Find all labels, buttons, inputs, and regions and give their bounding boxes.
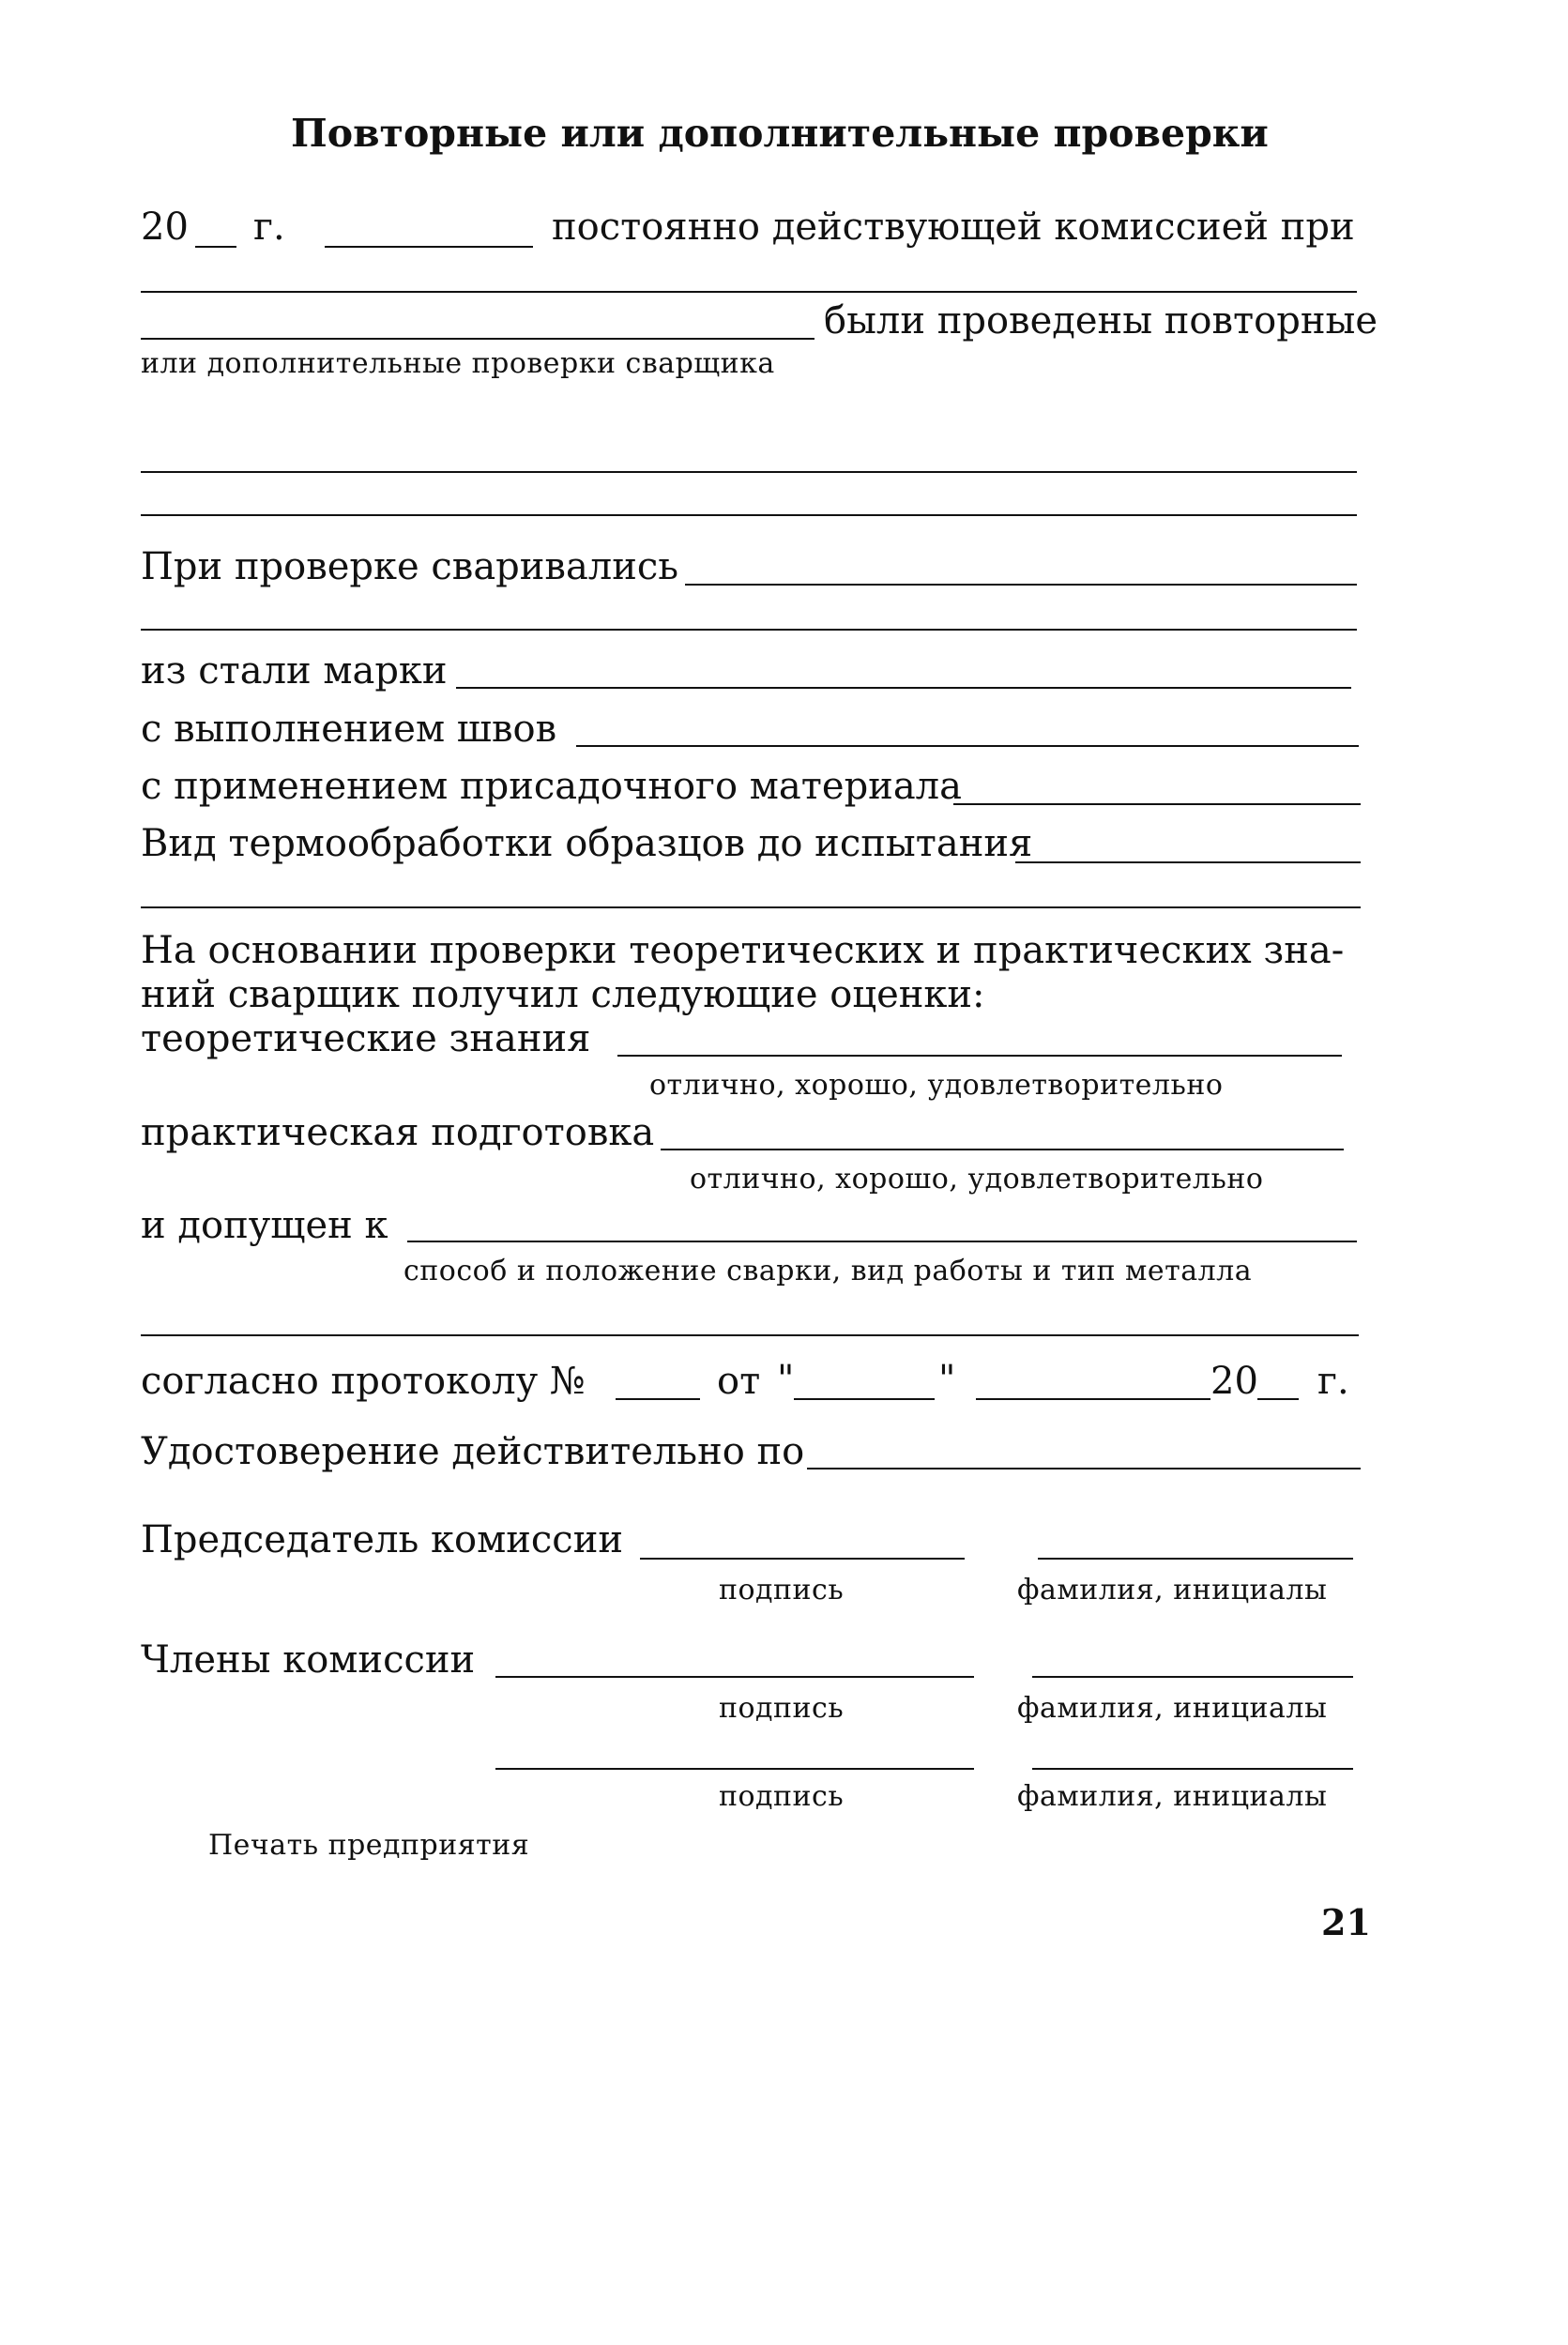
member2-sign-hint: подпись: [719, 1780, 845, 1813]
admitted-blank-2[interactable]: [141, 1334, 1359, 1336]
commission-text: постоянно действующей комиссией при: [552, 206, 1355, 249]
protocol-year-suffix: г.: [1317, 1360, 1349, 1403]
chairman-name-blank[interactable]: [1038, 1558, 1353, 1560]
protocol-day-blank[interactable]: [794, 1398, 935, 1400]
admitted-blank[interactable]: [407, 1241, 1357, 1242]
welded-label: При проверке сваривались: [141, 545, 679, 588]
member1-signature-blank[interactable]: [495, 1676, 974, 1678]
page-number: 21: [1321, 1901, 1371, 1943]
basis-text-2: ний сварщик получил следующие оценки:: [141, 973, 985, 1016]
organization-blank[interactable]: [141, 291, 1357, 293]
valid-label: Удостоверение действительно по: [141, 1430, 805, 1473]
protocol-year-prefix: 20: [1210, 1360, 1258, 1403]
admitted-label: и допущен к: [141, 1204, 388, 1247]
welder-blank-1[interactable]: [141, 471, 1357, 473]
chairman-name-hint: фамилия, инициалы: [1017, 1574, 1328, 1606]
heat-treatment-blank-2[interactable]: [141, 906, 1361, 908]
member2-name-blank[interactable]: [1032, 1768, 1353, 1770]
steel-label: из стали марки: [141, 649, 448, 693]
organization-blank-2[interactable]: [141, 338, 814, 340]
basis-text-1: На основании проверки теоретических и практических зна-: [141, 929, 1345, 972]
seams-blank[interactable]: [576, 745, 1359, 747]
protocol-label: согласно протоколу №: [141, 1360, 586, 1403]
practice-grade-hint: отлично, хорошо, удовлетворительно: [690, 1163, 1264, 1195]
member2-signature-blank[interactable]: [495, 1768, 974, 1770]
welded-blank-2[interactable]: [141, 629, 1357, 631]
theory-label: теоретические знания: [141, 1017, 591, 1060]
year-prefix: 20: [141, 206, 189, 249]
member1-name-hint: фамилия, инициалы: [1017, 1692, 1328, 1725]
members-label: Члены комиссии: [141, 1638, 476, 1682]
theory-grade-blank[interactable]: [617, 1055, 1342, 1057]
year-suffix: г.: [253, 206, 285, 249]
chairman-signature-blank[interactable]: [640, 1558, 965, 1560]
seams-label: с выполнением швов: [141, 708, 557, 751]
member1-name-blank[interactable]: [1032, 1676, 1353, 1678]
year-blank[interactable]: [195, 246, 236, 248]
quote-close: ": [938, 1358, 956, 1401]
checks-caption: или дополнительные проверки сварщика: [141, 347, 775, 380]
member2-name-hint: фамилия, инициалы: [1017, 1780, 1328, 1813]
protocol-month-blank[interactable]: [976, 1398, 1210, 1400]
member1-sign-hint: подпись: [719, 1692, 845, 1725]
practice-label: практическая подготовка: [141, 1111, 655, 1154]
admitted-hint: способ и положение сварки, вид работы и тип металла: [403, 1255, 1253, 1287]
protocol-from: от: [717, 1360, 761, 1403]
page-title: Повторные или дополнительные проверки: [291, 111, 1269, 156]
valid-until-blank[interactable]: [807, 1468, 1361, 1469]
filler-blank[interactable]: [953, 803, 1361, 805]
heat-treatment-blank[interactable]: [1015, 861, 1361, 863]
heat-treatment-label: Вид термообработки образцов до испытания: [141, 822, 1033, 865]
date-blank[interactable]: [325, 246, 533, 248]
chairman-label: Председатель комиссии: [141, 1518, 624, 1561]
practice-grade-blank[interactable]: [661, 1149, 1344, 1150]
checks-held-text: были проведены повторные: [824, 299, 1378, 343]
theory-grade-hint: отлично, хорошо, удовлетворительно: [649, 1069, 1224, 1102]
protocol-year-blank[interactable]: [1257, 1398, 1299, 1400]
chairman-sign-hint: подпись: [719, 1574, 845, 1606]
welder-blank-2[interactable]: [141, 514, 1357, 516]
protocol-number-blank[interactable]: [616, 1398, 700, 1400]
steel-blank[interactable]: [456, 687, 1351, 689]
quote-open: ": [777, 1358, 795, 1401]
stamp-label: Печать предприятия: [208, 1829, 530, 1862]
filler-label: с применением присадочного материала: [141, 765, 962, 808]
welded-blank[interactable]: [685, 584, 1357, 586]
